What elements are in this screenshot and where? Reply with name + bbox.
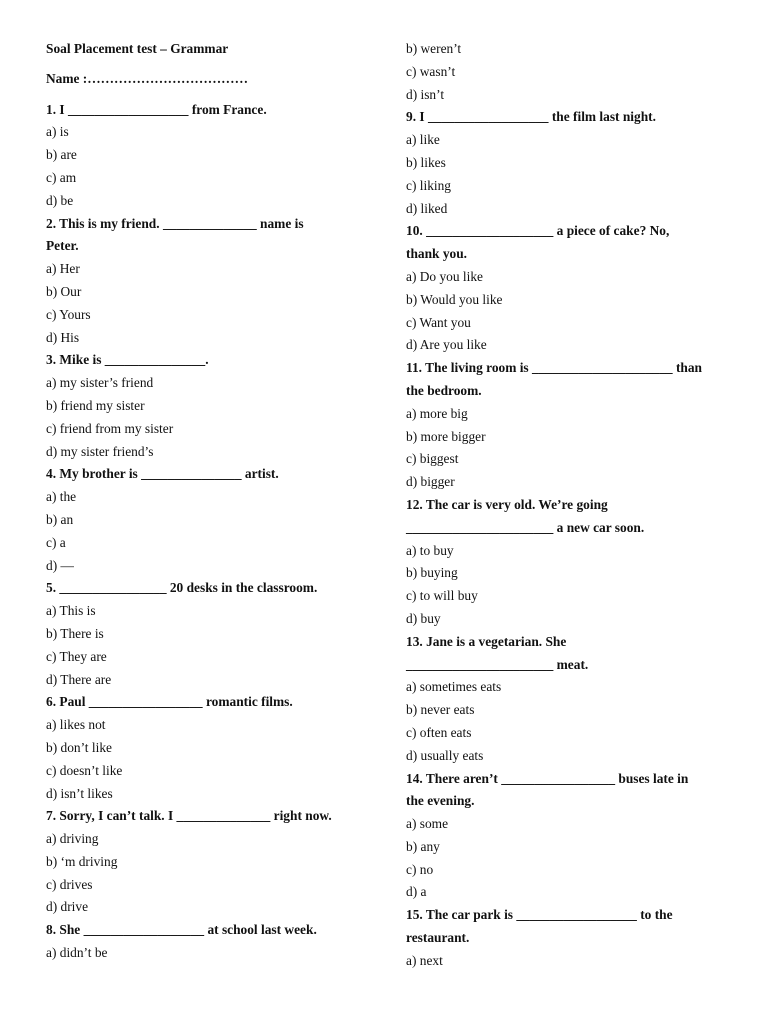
answer-option: d) Are you like [406, 337, 487, 353]
answer-option: b) friend my sister [46, 397, 145, 413]
question-text: 3. Mike is _______________. [46, 352, 209, 368]
answer-option: b) Our [46, 283, 82, 299]
answer-option: c) often eats [406, 724, 472, 740]
answer-option: d) buy [406, 610, 441, 626]
question-text: thank you. [406, 246, 468, 262]
answer-option: c) liking [406, 177, 451, 193]
question-text: 5. ________________ 20 desks in the classroom. [46, 580, 318, 596]
name-field-line: Name :……………………………… [46, 70, 248, 86]
question-text: 1. I __________________ from France. [46, 101, 267, 117]
answer-option: b) are [46, 147, 77, 163]
question-text: 2. This is my friend. ______________ name is [46, 215, 304, 231]
spacer [46, 91, 364, 99]
question-text: 10. ___________________ a piece of cake? No, [406, 223, 670, 239]
question-text: the bedroom. [406, 382, 482, 398]
answer-option: a) more big [406, 405, 468, 421]
right-question-list [406, 38, 731, 973]
answer-option: a) sometimes eats [406, 679, 502, 695]
answer-option: c) They are [46, 648, 107, 664]
answer-option: a) Her [46, 261, 80, 277]
answer-option: b) never eats [406, 702, 475, 718]
question-text: 7. Sorry, I can’t talk. I ______________ right now. [46, 808, 332, 824]
document-title: Soal Placement test – Grammar [46, 41, 229, 56]
answer-option: d) His [46, 329, 80, 345]
question-text: ______________________ a new car soon. [406, 519, 645, 535]
answer-option: a) to buy [406, 542, 454, 558]
answer-option: c) Yours [46, 306, 91, 322]
answer-option: d) liked [406, 200, 448, 216]
answer-option: c) to will buy [406, 588, 478, 604]
answer-option: a) next [406, 952, 443, 968]
answer-option: c) a [46, 534, 66, 550]
answer-option: b) Would you like [406, 291, 503, 307]
question-text: 13. Jane is a vegetarian. She [406, 633, 567, 649]
question-text: Peter. [46, 238, 79, 254]
question-text: 4. My brother is _______________ artist. [46, 466, 279, 482]
answer-option: b) likes [406, 154, 446, 170]
answer-option: b) an [46, 511, 74, 527]
answer-option: d) There are [46, 671, 112, 687]
answer-option: d) a [406, 884, 427, 900]
answer-option: a) my sister’s friend [46, 375, 154, 391]
question-text: 12. The car is very old. We’re going [406, 496, 608, 512]
answer-option: b) There is [46, 625, 104, 641]
answer-option: c) am [46, 169, 77, 185]
answer-option: d) bigger [406, 474, 455, 490]
answer-option: a) is [46, 124, 69, 140]
answer-option: d) usually eats [406, 747, 484, 763]
answer-option: b) buying [406, 565, 458, 581]
answer-option: c) biggest [406, 451, 459, 467]
question-text: 15. The car park is __________________ to the [406, 907, 673, 923]
answer-option: b) more bigger [406, 428, 486, 444]
answer-option: c) doesn’t like [46, 762, 123, 778]
answer-option: c) friend from my sister [46, 420, 174, 436]
answer-option: a) didn’t be [46, 945, 108, 961]
left-column [46, 38, 364, 965]
right-column [406, 38, 731, 973]
spacer [46, 61, 364, 68]
answer-option: a) like [406, 132, 440, 148]
answer-option: d) drive [46, 899, 89, 915]
answer-option: a) the [46, 489, 77, 505]
answer-option: d) isn’t likes [46, 785, 113, 801]
answer-option: b) any [406, 838, 440, 854]
question-text: 8. She __________________ at school last week. [46, 922, 317, 938]
answer-option: a) This is [46, 603, 96, 619]
answer-option: b) ‘m driving [46, 853, 118, 869]
answer-option: a) likes not [46, 717, 106, 733]
answer-option: d) be [46, 192, 74, 208]
answer-option: d) my sister friend’s [46, 443, 154, 459]
left-question-list [46, 99, 364, 965]
question-text: 11. The living room is _____________________ than [406, 360, 702, 376]
answer-option: c) wasn’t [406, 63, 456, 79]
answer-option: b) don’t like [46, 739, 112, 755]
answer-option: c) Want you [406, 314, 471, 330]
answer-option: a) Do you like [406, 268, 483, 284]
answer-option: c) drives [46, 876, 93, 892]
answer-option: d) — [46, 557, 74, 573]
answer-option: a) driving [46, 831, 99, 847]
question-text: 6. Paul _________________ romantic films. [46, 694, 293, 710]
question-text: the evening. [406, 793, 475, 809]
question-text: 14. There aren’t _________________ buses late in [406, 770, 689, 786]
answer-option: d) isn’t [406, 86, 445, 102]
answer-option: a) some [406, 816, 449, 832]
question-text: ______________________ meat. [406, 656, 589, 672]
answer-option: b) weren’t [406, 41, 462, 56]
question-text: 9. I __________________ the film last night. [406, 109, 656, 125]
question-text: restaurant. [406, 930, 470, 946]
answer-option: c) no [406, 861, 434, 877]
